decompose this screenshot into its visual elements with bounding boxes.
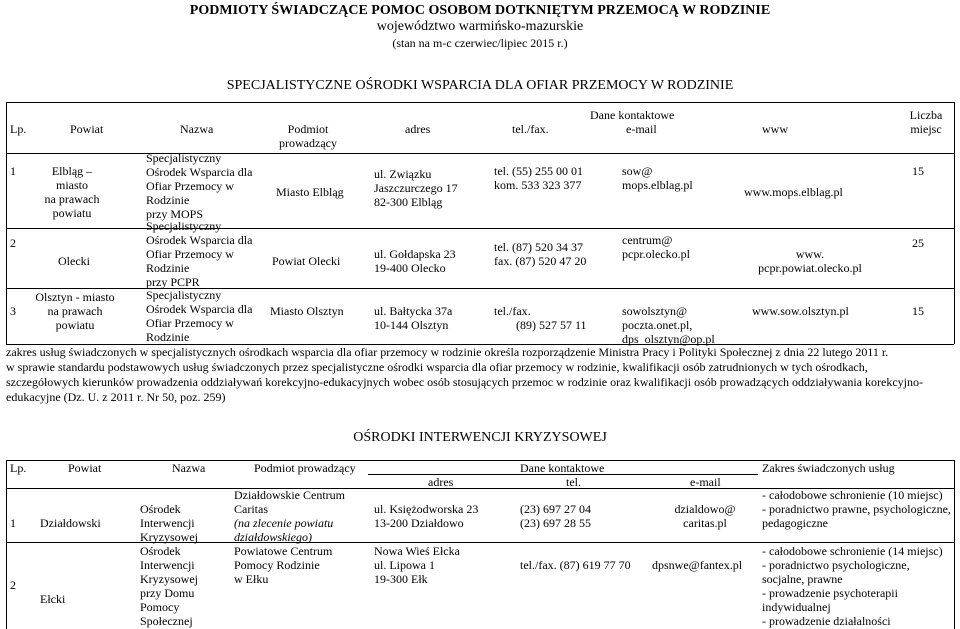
t2-row2-tel: tel./fax. (87) 619 77 70 bbox=[520, 558, 631, 572]
col-email-header: e-mail bbox=[626, 122, 657, 136]
row2-lp: 2 bbox=[10, 236, 16, 250]
document-title: PODMIOTY ŚWIADCZĄCE POMOC OSOBOM DOTKNIĘTYM PRZEMOCĄ W RODZINIE bbox=[189, 3, 771, 18]
row3-nazwa: Specjalistyczny Ośrodek Wsparcia dla Ofiar Przemocy w Rodzinie bbox=[146, 288, 253, 344]
table2-left-border bbox=[6, 460, 7, 629]
table1-top-border bbox=[6, 102, 954, 103]
col-dane-header: Dane kontaktowe bbox=[590, 108, 675, 122]
row1-adres: ul. Związku Jaszczurczego 17 82-300 Elbląg bbox=[374, 167, 458, 209]
t2-col-zakres-header: Zakres świadczonych usług bbox=[762, 461, 895, 475]
row1-tel: tel. (55) 255 00 01 kom. 533 323 377 bbox=[494, 164, 583, 192]
row3-miejsc: 15 bbox=[912, 304, 924, 318]
row2-email: centrum@ pcpr.olecko.pl bbox=[622, 233, 690, 261]
row2-tel: tel. (87) 520 34 37 fax. (87) 520 47 20 bbox=[494, 240, 587, 268]
row3-adres: ul. Bałtycka 37a 10-144 Olsztyn bbox=[374, 304, 453, 332]
t2-col-email-header: e-mail bbox=[690, 475, 721, 489]
row3-www-link[interactable]: www.sow.olsztyn.pl bbox=[752, 304, 849, 318]
table2-right-border bbox=[954, 460, 955, 629]
t2-row1-powiat: Działdowski bbox=[40, 516, 101, 530]
t2-col-powiat-header: Powiat bbox=[68, 461, 102, 475]
row3-podmiot: Miasto Olsztyn bbox=[270, 304, 344, 318]
row2-www-link[interactable]: www. pcpr.powiat.olecko.pl bbox=[758, 247, 862, 275]
t2-row1-lp: 1 bbox=[10, 516, 16, 530]
t2-row2-lp: 2 bbox=[10, 578, 16, 592]
row3-tel: tel./fax. (89) 527 57 11 bbox=[494, 304, 587, 332]
row1-www-link[interactable]: www.mops.elblag.pl bbox=[744, 185, 843, 199]
status-date: (stan na m-c czerwiec/lipiec 2015 r.) bbox=[392, 36, 568, 50]
col-powiat-header: Powiat bbox=[70, 122, 104, 136]
row1-powiat: Elbląg – miasto na prawach powiatu bbox=[44, 164, 100, 220]
col-www-header: www bbox=[762, 122, 788, 136]
row3-email: sowolsztyn@ poczta.onet.pl, dps_olsztyn@op.pl bbox=[622, 304, 715, 346]
col-podmiot-header: Podmiot prowadzący bbox=[279, 122, 337, 150]
row3-powiat: Olsztyn - miasto na prawach powiatu bbox=[35, 290, 115, 332]
t2-col-podmiot-header: Podmiot prowadzący bbox=[254, 461, 356, 475]
t2-row1-zakres: - całodobowe schronienie (10 miejsc) - poradnictwo prawne, psychologiczne, pedagogiczne bbox=[762, 488, 951, 530]
t2-col-dane-header: Dane kontaktowe bbox=[520, 461, 605, 475]
legal-note-paragraph: zakres usług świadczonych w specjalistycznych ośrodkach wsparcia dla ofiar przemocy w rodzinie określa rozporządzenie Ministra Pracy i Polityki Społecznej z dnia 22 lutego 2011 r. w sprawie standardu podstawowych usług świadczonych przez specjalistyczne ośrodki wsparcia dla ofiar przemocy w rodzinie, kwalifikacji osób zatrudnionych w tych ośrodkach, szczegółowych kierunków prowadzenia oddziaływań korekcyjno-edukacyjnych wobec osób stosujących przemoc w rodzinie oraz kwalifikacji osób prowadzących oddziaływania korekcyjno- edukacyjne (Dz. U. z 2011 r. Nr 50, poz. 259) bbox=[6, 345, 923, 404]
col-liczba-header: Liczba miejsc bbox=[909, 108, 943, 136]
row1-email: sow@ mops.elblag.pl bbox=[622, 164, 693, 192]
col-nazwa-header: Nazwa bbox=[180, 122, 214, 136]
t2-row2-podmiot: Powiatowe Centrum Pomocy Rodzinie w Ełku bbox=[234, 544, 333, 586]
t2-row1-adres: ul. Księżodworska 23 13-200 Działdowo bbox=[374, 502, 479, 530]
t2-col-nazwa-header: Nazwa bbox=[172, 461, 206, 475]
row2-miejsc: 25 bbox=[912, 236, 924, 250]
table1-right-border bbox=[954, 102, 955, 344]
t2-col-adres-header: adres bbox=[428, 475, 454, 489]
t2-row2-adres: Nowa Wieś Ełcka ul. Lipowa 1 19-300 Ełk bbox=[374, 544, 460, 586]
t2-row1-tel: (23) 697 27 04 (23) 697 28 55 bbox=[520, 502, 591, 530]
t2-row1-podmiot: Działdowskie Centrum Caritas (na zlecenie powiatu działdowskiego) bbox=[234, 488, 345, 544]
t2-col-lp-header: Lp. bbox=[10, 461, 27, 475]
section2-title: OŚRODKI INTERWENCJI KRYZYSOWEJ bbox=[353, 430, 607, 445]
t2-col-tel-header: tel. bbox=[566, 475, 581, 489]
t2-row2-email: dpsnwe@fantex.pl bbox=[652, 558, 743, 572]
col-tel-header: tel./fax. bbox=[512, 122, 549, 136]
row1-podmiot: Miasto Elbląg bbox=[276, 185, 344, 199]
row3-lp: 3 bbox=[10, 304, 16, 318]
row2-adres: ul. Gołdapska 23 19-400 Olecko bbox=[374, 247, 456, 275]
t2-row2-powiat: Ełcki bbox=[40, 592, 66, 606]
table1-left-border bbox=[6, 102, 7, 344]
col-adres-header: adres bbox=[405, 122, 431, 136]
row2-nazwa: Specjalistyczny Ośrodek Wsparcia dla Ofiar Przemocy w Rodzinie przy PCPR bbox=[146, 219, 253, 289]
row2-podmiot: Powiat Olecki bbox=[272, 254, 341, 268]
section1-title: SPECJALISTYCZNE OŚRODKI WSPARCIA DLA OFIAR PRZEMOCY W RODZINIE bbox=[226, 78, 734, 93]
region-subtitle: województwo warmińsko-mazurskie bbox=[376, 19, 584, 34]
row1-nazwa: Specjalistyczny Ośrodek Wsparcia dla Ofiar Przemocy w Rodzinie przy MOPS bbox=[146, 151, 253, 221]
row1-lp: 1 bbox=[10, 164, 16, 178]
row2-powiat: Olecki bbox=[58, 254, 90, 268]
row1-miejsc: 15 bbox=[912, 164, 924, 178]
t2-row2-nazwa: Ośrodek Interwencji Kryzysowej przy Domu Pomocy Społecznej bbox=[140, 544, 198, 628]
t2-row1-email: dzialdowo@ caritas.pl bbox=[674, 502, 736, 530]
t2-row2-zakres: - całodobowe schronienie (14 miejsc) - poradnictwo psychologiczne, socjalne, prawne - prowadzenie psychoterapii indywidualnej - prowadzenie działalności bbox=[762, 544, 943, 628]
col-lp-header: Lp. bbox=[10, 122, 27, 136]
t2-row1-nazwa: Ośrodek Interwencji Kryzysowej bbox=[140, 502, 198, 544]
